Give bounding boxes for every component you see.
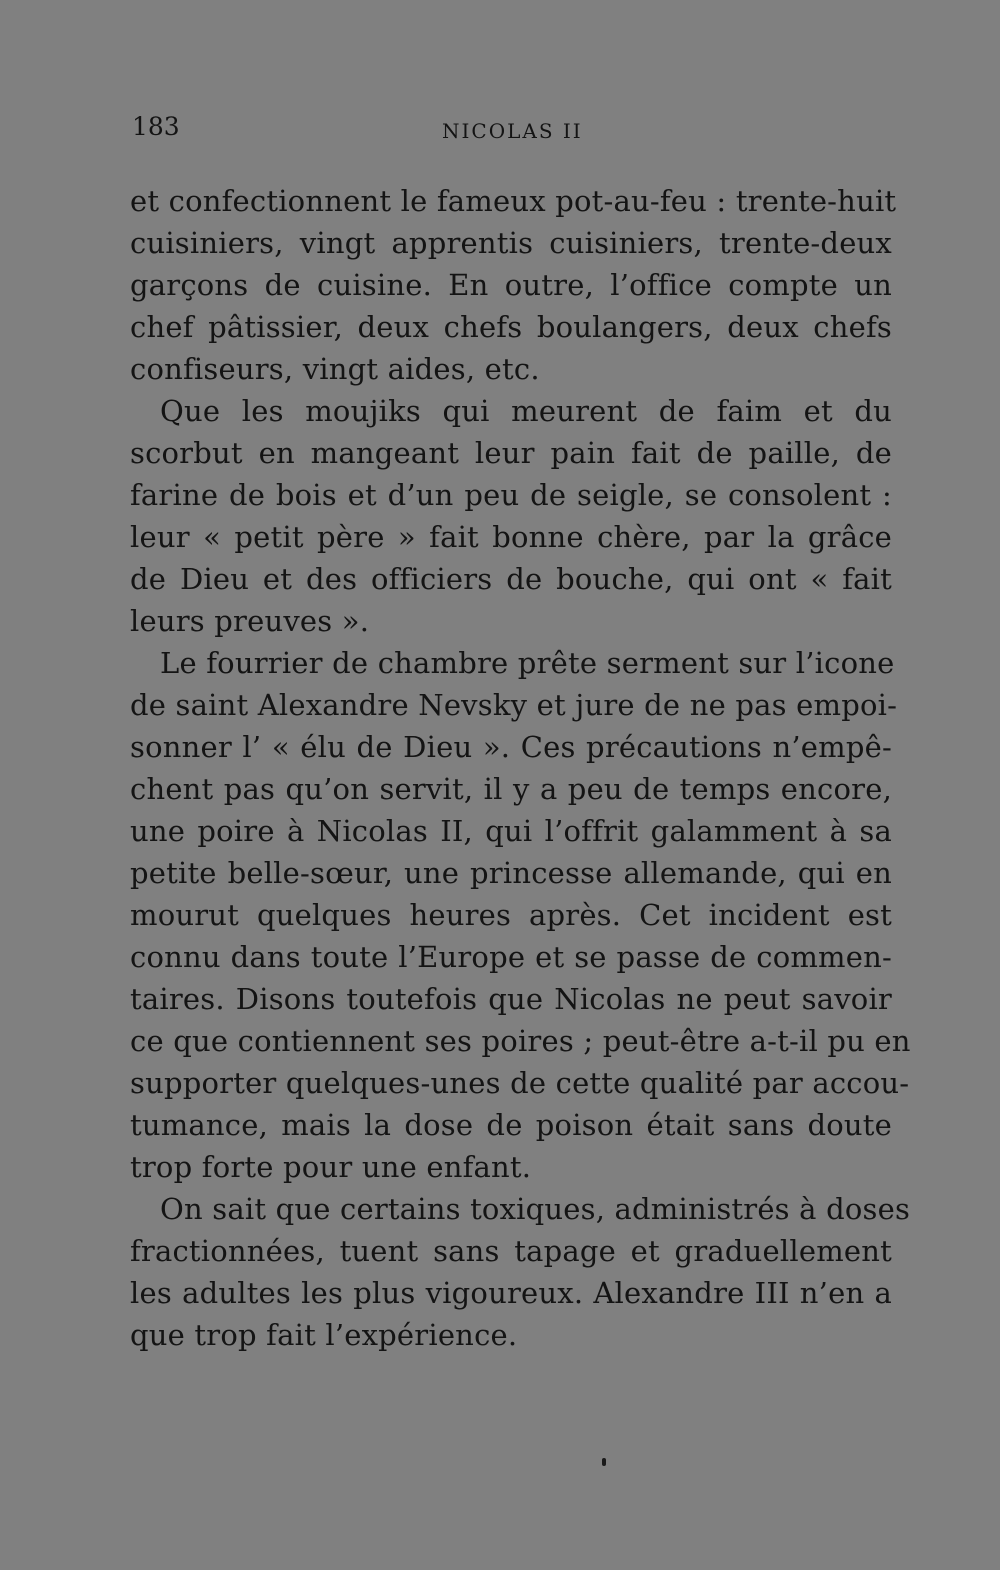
text-line: leurs preuves ». (130, 604, 370, 638)
paragraph-1 (130, 180, 897, 390)
text-line: scorbut en mangeant leur pain fait de paille, de (130, 436, 892, 470)
text-line: petite belle-sœur, une princesse allemande, qui en (130, 856, 892, 890)
text-line: cuisiniers, vingt apprentis cuisiniers, trente-deux (130, 226, 892, 260)
ink-speck (602, 1458, 606, 1466)
text-line: chef pâtissier, deux chefs boulangers, deux chefs (130, 310, 892, 344)
text-line: et confectionnent le fameux pot-au-feu : trente-huit (130, 184, 897, 218)
text-line: taires. Disons toutefois que Nicolas ne peut savoir (130, 982, 892, 1016)
text-line: On sait que certains toxiques, administrés à doses (160, 1192, 911, 1226)
running-title: NICOLAS II (442, 119, 583, 143)
paragraph-4 (130, 1188, 911, 1356)
text-line: de saint Alexandre Nevsky et jure de ne pas empoi- (130, 688, 898, 722)
paragraph-3 (130, 642, 911, 1188)
text-line: ce que contiennent ses poires ; peut-être a-t-il pu en (130, 1024, 911, 1058)
text-line: de Dieu et des officiers de bouche, qui ont « fait (130, 562, 892, 596)
text-line: garçons de cuisine. En outre, l’office compte un (130, 268, 892, 302)
text-line: supporter quelques-unes de cette qualité par accou- (130, 1066, 910, 1100)
paragraph-2 (130, 390, 892, 642)
text-line: Le fourrier de chambre prête serment sur l’icone (160, 646, 895, 680)
text-body (130, 180, 911, 1356)
text-line: Que les moujiks qui meurent de faim et du (160, 394, 892, 428)
text-line: connu dans toute l’Europe et se passe de commen- (130, 940, 892, 974)
running-head (132, 112, 892, 152)
text-line: fractionnées, tuent sans tapage et graduellement (130, 1234, 892, 1268)
text-line: que trop fait l’expérience. (130, 1318, 518, 1352)
text-line: confiseurs, vingt aides, etc. (130, 352, 540, 386)
page-number: 183 (132, 112, 180, 141)
text-line: les adultes les plus vigoureux. Alexandre III n’en a (130, 1276, 892, 1310)
text-line: leur « petit père » fait bonne chère, par la grâce (130, 520, 892, 554)
text-line: tumance, mais la dose de poison était sans doute (130, 1108, 892, 1142)
text-line: sonner l’ « élu de Dieu ». Ces précautions n’empê- (130, 730, 892, 764)
text-line: trop forte pour une enfant. (130, 1150, 532, 1184)
text-line: une poire à Nicolas II, qui l’offrit galamment à sa (130, 814, 892, 848)
text-line: farine de bois et d’un peu de seigle, se consolent : (130, 478, 892, 512)
text-line: chent pas qu’on servit, il y a peu de temps encore, (130, 772, 892, 806)
text-line: mourut quelques heures après. Cet incident est (130, 898, 892, 932)
